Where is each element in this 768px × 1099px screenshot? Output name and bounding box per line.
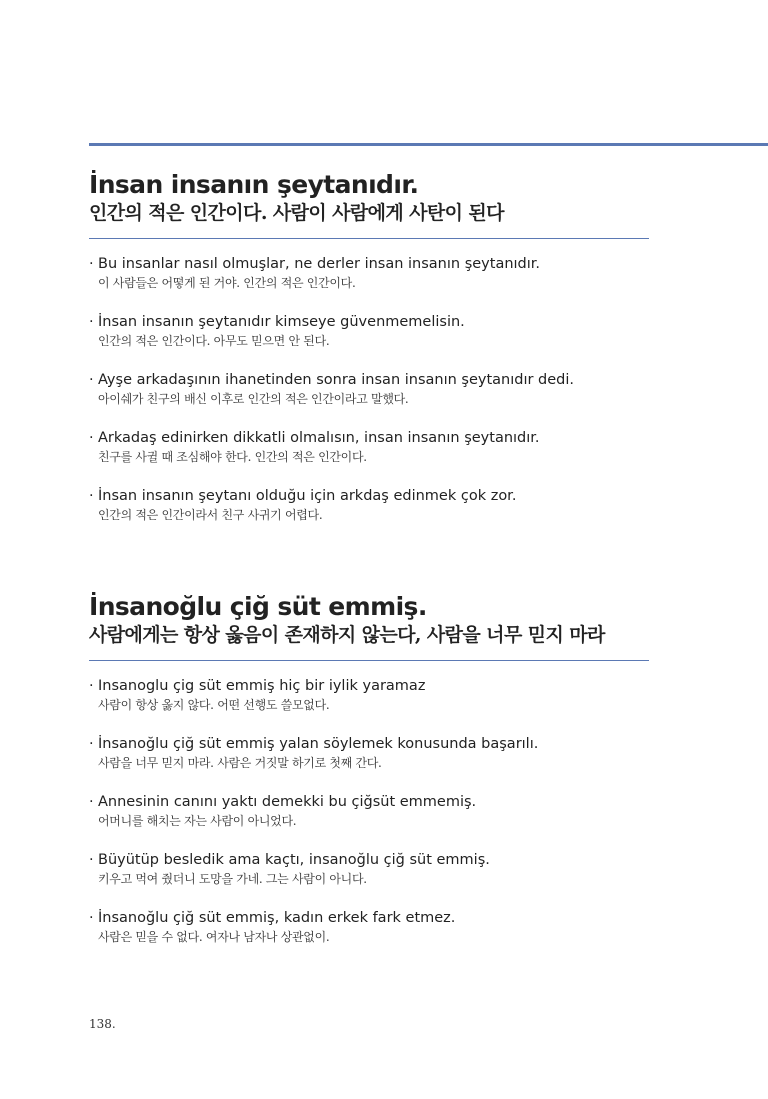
- example-list: [89, 676, 649, 946]
- proverb-title-turkish: İnsanoğlu çiğ süt emmiş.: [89, 592, 427, 621]
- example-turkish: Annesinin canını yaktı demekki bu çiğsüt emmemiş.: [98, 794, 477, 810]
- example-item: [89, 312, 649, 350]
- example-korean: 사람은 믿을 수 없다. 여자나 남자나 상관없이.: [98, 930, 330, 944]
- bullet: ·: [89, 736, 94, 752]
- example-turkish: İnsan insanın şeytanı olduğu için arkdaş edinmek çok zor.: [98, 488, 517, 504]
- example-turkish: Insanoglu çig süt emmiş hiç bir iylik yaramaz: [98, 678, 426, 694]
- bullet: ·: [89, 852, 94, 868]
- bullet: ·: [89, 372, 94, 388]
- bullet: ·: [89, 430, 94, 446]
- proverb-section-2: [89, 592, 649, 966]
- example-korean: 이 사람들은 어떻게 된 거야. 인간의 적은 인간이다.: [98, 276, 356, 290]
- bullet: ·: [89, 678, 94, 694]
- example-item: [89, 792, 649, 830]
- example-korean: 친구를 사귈 때 조심해야 한다. 인간의 적은 인간이다.: [98, 450, 367, 464]
- example-korean: 사람이 항상 옳지 않다. 어떤 선행도 쓸모없다.: [98, 698, 330, 712]
- example-item: [89, 486, 649, 524]
- section-divider: [89, 238, 649, 239]
- proverb-title-korean: 사람에게는 항상 옳음이 존재하지 않는다, 사람을 너무 믿지 마라: [89, 624, 605, 646]
- example-korean: 아이쉐가 친구의 배신 이후로 인간의 적은 인간이라고 말했다.: [98, 392, 409, 406]
- example-korean: 인간의 적은 인간이다. 아무도 믿으면 안 된다.: [98, 334, 330, 348]
- example-turkish: Büyütüp besledik ama kaçtı, insanoğlu çiğ süt emmiş.: [98, 852, 490, 868]
- bullet: ·: [89, 488, 94, 504]
- top-rule: [89, 143, 768, 146]
- proverb-section-1: [89, 170, 649, 544]
- bullet: ·: [89, 910, 94, 926]
- example-item: [89, 254, 649, 292]
- example-turkish: İnsanoğlu çiğ süt emmiş, kadın erkek fark etmez.: [98, 910, 456, 926]
- proverb-title-turkish: İnsan insanın şeytanıdır.: [89, 170, 419, 199]
- example-item: [89, 676, 649, 714]
- page-number: 138.: [89, 1017, 116, 1031]
- proverb-title-korean: 인간의 적은 인간이다. 사람이 사람에게 사탄이 된다: [89, 202, 504, 224]
- example-turkish: Ayşe arkadaşının ihanetinden sonra insan insanın şeytanıdır dedi.: [98, 372, 575, 388]
- bullet: ·: [89, 256, 94, 272]
- example-turkish: Bu insanlar nasıl olmuşlar, ne derler insan insanın şeytanıdır.: [98, 256, 541, 272]
- example-list: [89, 254, 649, 524]
- example-turkish: Arkadaş edinirken dikkatli olmalısın, insan insanın şeytanıdır.: [98, 430, 540, 446]
- section-divider: [89, 660, 649, 661]
- example-item: [89, 734, 649, 772]
- bullet: ·: [89, 794, 94, 810]
- example-korean: 인간의 적은 인간이라서 친구 사귀기 어렵다.: [98, 508, 323, 522]
- example-item: [89, 850, 649, 888]
- example-turkish: İnsanoğlu çiğ süt emmiş yalan söylemek konusunda başarılı.: [98, 736, 539, 752]
- example-turkish: İnsan insanın şeytanıdır kimseye güvenmemelisin.: [98, 314, 465, 330]
- bullet: ·: [89, 314, 94, 330]
- example-korean: 키우고 먹여 줬더니 도망을 가네. 그는 사람이 아니다.: [98, 872, 367, 886]
- example-item: [89, 370, 649, 408]
- example-item: [89, 908, 649, 946]
- example-korean: 사람을 너무 믿지 마라. 사람은 거짓말 하기로 첫째 간다.: [98, 756, 382, 770]
- example-korean: 어머니를 해치는 자는 사람이 아니었다.: [98, 814, 297, 828]
- example-item: [89, 428, 649, 466]
